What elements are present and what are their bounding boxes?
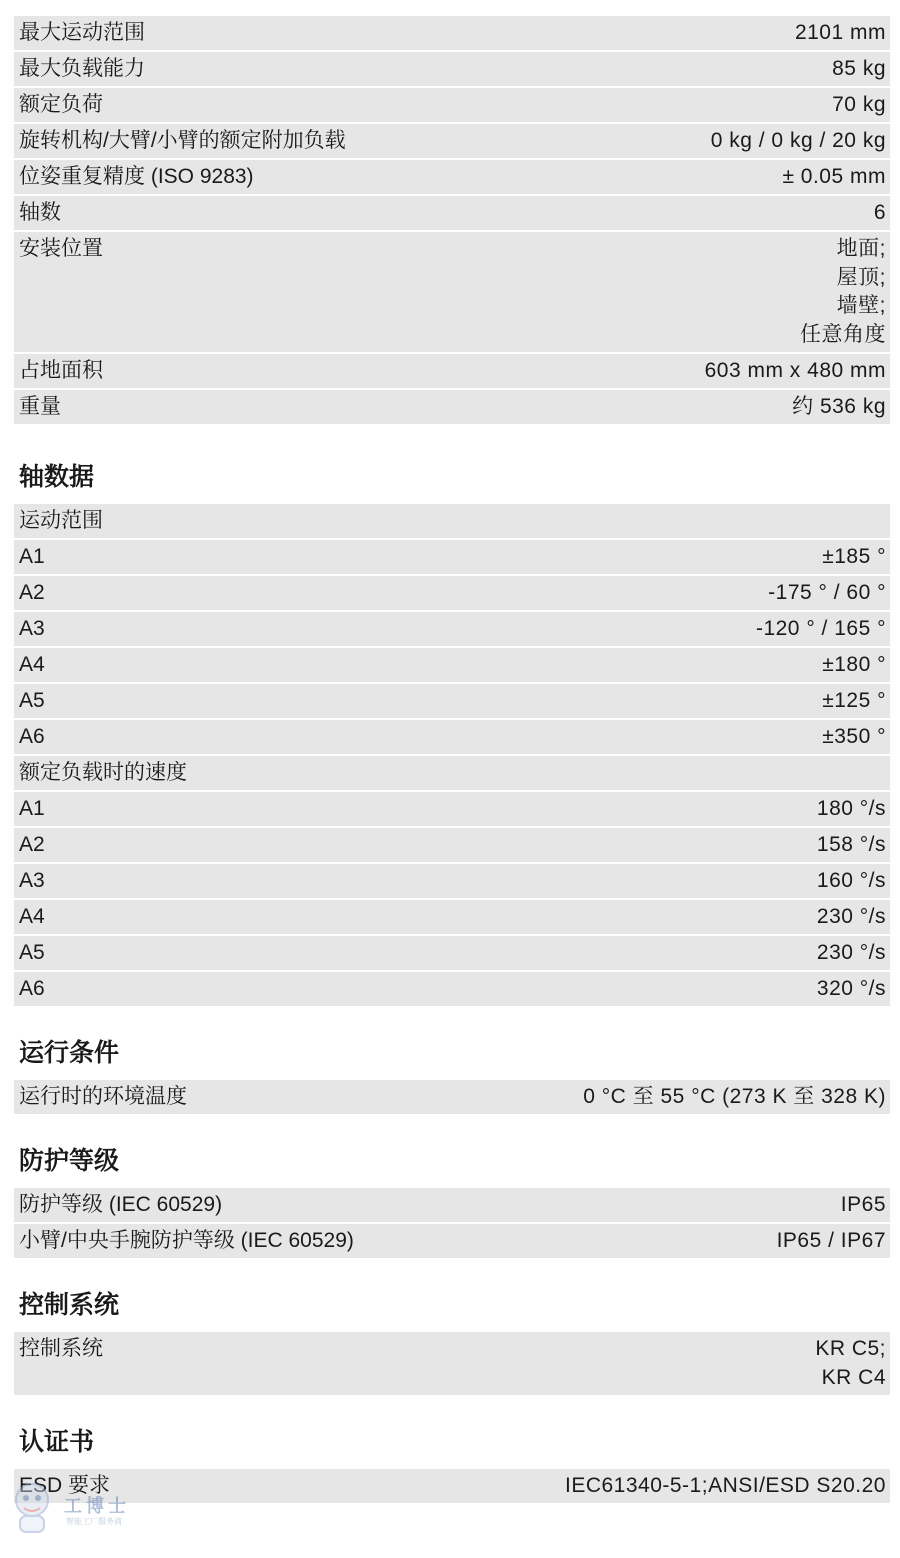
watermark-text: 工博士 [64,1496,130,1517]
axis-label: A3 [19,617,45,640]
control-table [14,1332,890,1397]
axis-value: 160 °/s [816,869,886,892]
axis-label: A5 [19,689,45,712]
section-title-certificate: 认证书 [19,1428,95,1456]
spec-label: 运行时的环境温度 [19,1085,187,1108]
spec-row [14,1469,890,1505]
axis-label: A1 [19,797,45,820]
axis-label: A5 [19,941,45,964]
axis-value: 230 °/s [816,941,886,964]
section-title-axis: 轴数据 [19,463,95,491]
spec-label: 控制系统 [19,1337,103,1360]
spec-value: IEC61340-5-1;ANSI/ESD S20.20 [564,1474,886,1497]
axis-table [14,504,890,1008]
section-title-operating: 运行条件 [19,1039,120,1067]
axis-label: A4 [19,653,45,676]
range-heading-row [14,504,890,540]
spec-row [14,160,890,196]
speed-heading: 额定负载时的速度 [19,761,187,784]
axis-label: A6 [19,977,45,1000]
axis-label: A2 [19,833,45,856]
control-value: KR C4 [821,1365,886,1389]
protection-table [14,1188,890,1260]
certificate-table [14,1469,890,1505]
spec-row [14,124,890,160]
spec-label: 额定负荷 [19,93,103,116]
range-row [14,684,890,720]
spec-page [14,16,890,1505]
spec-value: 603 mm x 480 mm [704,359,886,382]
axis-value: ±350 ° [822,725,886,748]
spec-value: 约 536 kg [792,395,886,418]
axis-value: ±180 ° [822,653,886,676]
spec-row [14,1224,890,1260]
spec-row [14,52,890,88]
speed-row [14,972,890,1008]
spec-label: 占地面积 [19,359,103,382]
spec-label: 最大负载能力 [19,57,145,80]
operating-table [14,1080,890,1116]
spec-label: 轴数 [19,201,61,224]
spec-label: ESD 要求 [19,1474,111,1497]
speed-row [14,828,890,864]
speed-row [14,792,890,828]
axis-value: 320 °/s [816,977,886,1000]
spec-row [14,1332,890,1397]
spec-row [14,196,890,232]
spec-value: 0 kg / 0 kg / 20 kg [710,129,886,152]
axis-label: A1 [19,545,45,568]
spec-value: 0 °C 至 55 °C (273 K 至 328 K) [583,1085,886,1108]
axis-value: -120 ° / 165 ° [755,617,886,640]
axis-label: A2 [19,581,45,604]
spec-label: 最大运动范围 [19,21,145,44]
control-value: KR C5; [815,1337,886,1360]
range-heading: 运动范围 [19,509,103,532]
axis-value: 230 °/s [816,905,886,928]
spec-label: 小臂/中央手腕防护等级 (IEC 60529) [19,1229,354,1252]
spec-row [14,16,890,52]
watermark-subtext: 智能工厂服务商 [66,1517,122,1526]
spec-label: 旋转机构/大臂/小臂的额定附加负载 [19,129,346,152]
speed-row [14,864,890,900]
range-row [14,720,890,756]
general-spec-table [14,16,890,426]
spec-row [14,390,890,426]
spec-row [14,1080,890,1116]
spec-row [14,88,890,124]
axis-value: -175 ° / 60 ° [768,581,886,604]
spec-label: 位姿重复精度 (ISO 9283) [19,165,254,188]
spec-label: 防护等级 (IEC 60529) [19,1193,223,1216]
control-values [815,1335,886,1392]
mounting-value: 墙壁; [836,294,886,317]
speed-row [14,900,890,936]
spec-label: 重量 [19,395,61,418]
mounting-value: 任意角度 [800,322,886,346]
axis-value: ±185 ° [822,545,886,568]
spec-value: 2101 mm [794,21,886,44]
spec-value: IP65 / IP67 [776,1229,886,1252]
range-row [14,612,890,648]
mounting-value: 屋顶; [836,265,886,289]
spec-value: 6 [873,201,886,224]
spec-value: ± 0.05 mm [782,165,886,188]
section-title-protection: 防护等级 [19,1147,120,1175]
spec-label: 安装位置 [19,237,103,260]
spec-row [14,1188,890,1224]
axis-value: ±125 ° [822,689,886,712]
axis-label: A6 [19,725,45,748]
axis-label: A4 [19,905,45,928]
section-title-control: 控制系统 [19,1291,120,1319]
spec-row [14,354,890,390]
mounting-row [14,232,890,354]
spec-value: 70 kg [832,93,886,116]
axis-value: 158 °/s [816,833,886,856]
mounting-values [800,235,886,349]
speed-row [14,936,890,972]
spec-value: 85 kg [832,57,886,80]
spec-value: IP65 [840,1193,886,1216]
mounting-value: 地面; [836,237,886,260]
range-row [14,540,890,576]
axis-value: 180 °/s [816,797,886,820]
range-row [14,576,890,612]
axis-label: A3 [19,869,45,892]
speed-heading-row [14,756,890,792]
range-row [14,648,890,684]
